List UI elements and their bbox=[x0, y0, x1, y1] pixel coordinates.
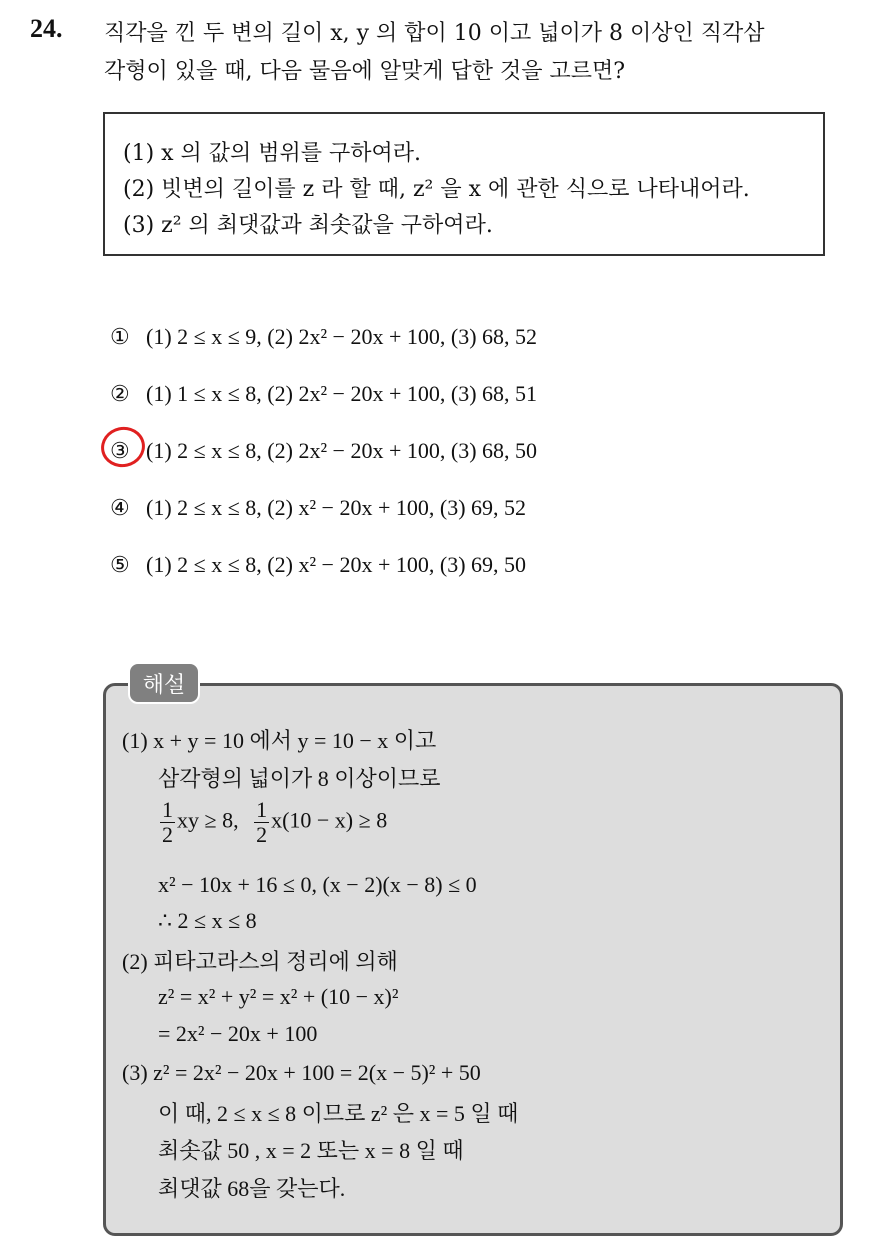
fraction-half bbox=[160, 798, 175, 847]
inequality-xy: xy ≥ 8, bbox=[177, 807, 239, 833]
choice-text: (1) 2 ≤ x ≤ 8, (2) 2x² − 20x + 100, (3) 68, 50 bbox=[146, 438, 538, 463]
fraction-numerator: 1 bbox=[162, 797, 173, 822]
solution-p1-line4: x² − 10x + 16 ≤ 0, (x − 2)(x − 8) ≤ 0 bbox=[158, 872, 477, 897]
solution-p1-line2: 삼각형의 넓이가 8 이상이므로 bbox=[158, 766, 441, 791]
choice-number: ② bbox=[110, 381, 130, 406]
solution-p3-line3: 최솟값 50 , x = 2 또는 x = 8 일 때 bbox=[158, 1138, 464, 1163]
fraction-denominator: 2 bbox=[162, 822, 173, 847]
choice-text: (1) 1 ≤ x ≤ 8, (2) 2x² − 20x + 100, (3) 68, 51 bbox=[146, 381, 538, 406]
choice-3[interactable] bbox=[110, 438, 537, 464]
choice-number: ① bbox=[110, 324, 130, 349]
question-text-line1: 직각을 낀 두 변의 길이 x, y 의 합이 10 이고 넓이가 8 이상인 직각삼 bbox=[104, 21, 765, 46]
solution-p2-line3: = 2x² − 20x + 100 bbox=[158, 1021, 318, 1046]
choice-1[interactable] bbox=[110, 324, 537, 350]
subquestion-1: (1) x 의 값의 범위를 구하여라. bbox=[123, 141, 422, 166]
solution-p2-line2: z² = x² + y² = x² + (10 − x)² bbox=[158, 984, 399, 1009]
subquestion-box bbox=[103, 112, 825, 256]
question-text-line2: 각형이 있을 때, 다음 물음에 알맞게 답한 것을 고르면? bbox=[104, 59, 626, 84]
solution-p3-line1: (3) z² = 2x² − 20x + 100 = 2(x − 5)² + 50 bbox=[122, 1060, 481, 1085]
solution-p1-line1: (1) x + y = 10 에서 y = 10 − x 이고 bbox=[122, 728, 437, 753]
solution-p3-line4: 최댓값 68을 갖는다. bbox=[158, 1176, 346, 1201]
solution-p3-line2: 이 때, 2 ≤ x ≤ 8 이므로 z² 은 x = 5 일 때 bbox=[158, 1101, 519, 1126]
solution-p1-line5: ∴ 2 ≤ x ≤ 8 bbox=[158, 908, 257, 933]
question-number: 24. bbox=[30, 14, 63, 43]
choice-text: (1) 2 ≤ x ≤ 8, (2) x² − 20x + 100, (3) 69, 50 bbox=[146, 552, 527, 577]
choice-text: (1) 2 ≤ x ≤ 8, (2) x² − 20x + 100, (3) 69, 52 bbox=[146, 495, 527, 520]
choice-4[interactable] bbox=[110, 495, 526, 521]
choice-number: ③ bbox=[110, 438, 130, 463]
choice-2[interactable] bbox=[110, 381, 537, 407]
solution-label: 해설 bbox=[128, 662, 200, 704]
subquestion-3: (3) z² 의 최댓값과 최솟값을 구하여라. bbox=[123, 213, 493, 238]
fraction-denominator: 2 bbox=[256, 822, 268, 847]
choice-5[interactable] bbox=[110, 552, 526, 578]
choice-number: ⑤ bbox=[110, 552, 130, 577]
choice-text: (1) 2 ≤ x ≤ 9, (2) 2x² − 20x + 100, (3) 68, 52 bbox=[146, 324, 538, 349]
inequality-x: x(10 − x) ≥ 8 bbox=[271, 807, 388, 833]
subquestion-2: (2) 빗변의 길이를 z 라 할 때, z² 을 x 에 관한 식으로 나타내어라. bbox=[123, 177, 750, 202]
fraction-numerator: 1 bbox=[256, 797, 268, 822]
solution-p2-line1: (2) 피타고라스의 정리에 의해 bbox=[122, 949, 398, 974]
solution-p1-line3 bbox=[158, 798, 387, 847]
fraction-half bbox=[254, 798, 269, 847]
choice-number: ④ bbox=[110, 495, 130, 520]
